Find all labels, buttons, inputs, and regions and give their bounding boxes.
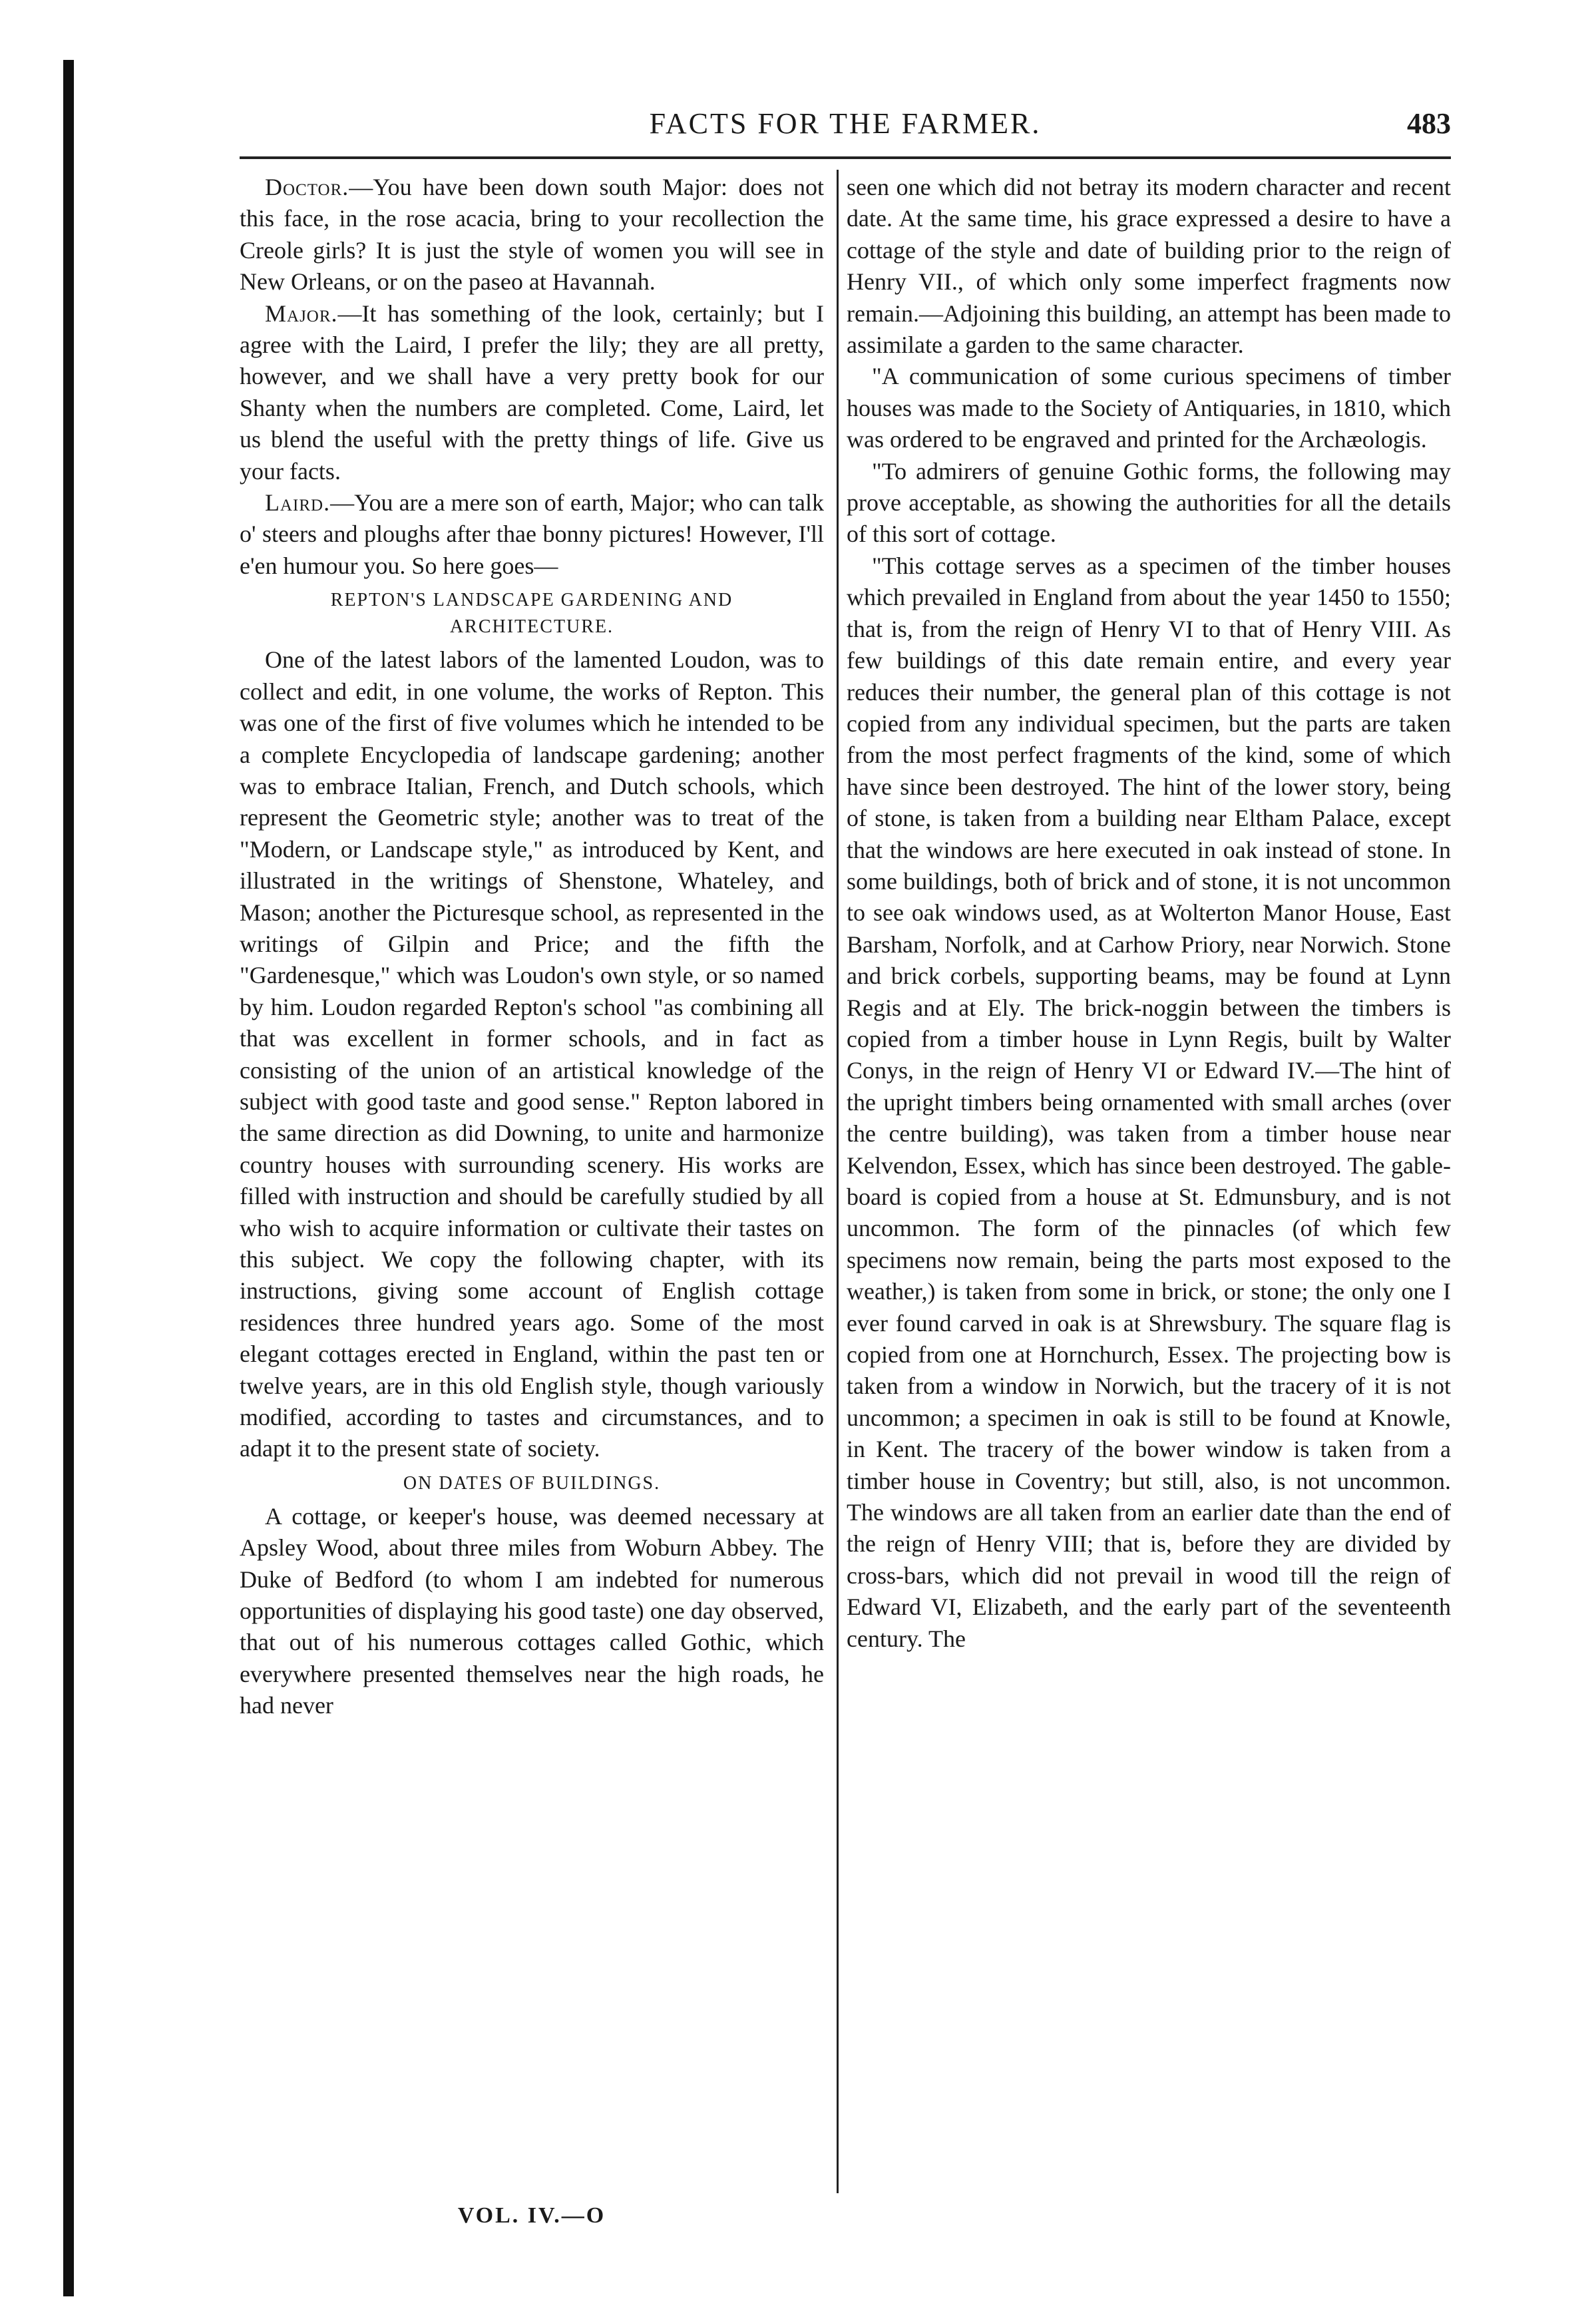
column-divider — [837, 170, 839, 2193]
page-number: 483 — [1407, 107, 1451, 140]
body-paragraph: A cottage, or keeper's house, was deemed necessary at Apsley Wood, about three miles from Woburn Abbey. The Duke of Bedford (to whom I am indebted for numerous opportunities of displaying his good taste) one day observed, that out of his numerous cottages called Gothic, which everywhere presented themselves near the high roads, he had never — [240, 1502, 824, 1719]
dialogue-paragraph-doctor — [240, 172, 824, 298]
body-paragraph: "To admirers of genuine Gothic forms, the following may prove acceptable, as showing the authorities for all the details of this sort of cottage. — [847, 457, 1451, 548]
body-paragraph: "This cottage serves as a specimen of the timber houses which prevailed in England from about the year 1450 to 1550; that is, from the reign of Henry VI to that of Henry VIII. As few buildings of this date remain entire, and every year reduces their number, the general plan of this cottage is not copied from any individual specimen, but the parts are taken from the most perfect fragments of the kind, some of which have since been destroyed. The hint of the lower story, being of stone, is taken from a building near Eltham Palace, except that the windows are here executed in oak instead of stone. In some buildings, both of brick and of stone, it is not uncommon to see oak windows used, as at Wolterton Manor House, East Barsham, Norfolk, and at Carhow Priory, near Norwich. Stone and brick corbels, supporting beams, may be found at Lynn Regis and at Ely. The brick-noggin between the timbers is copied from a timber house in Lynn Regis, built by Walter Conys, in the reign of Henry VI or Edward IV.—The hint of the upright timbers being ornamented with small arches (over the centre building), was taken from a timber house near Kelvendon, Essex, which has since been destroyed. The gable-board is copied from a house at St. Edmunsbury, and is not uncommon. The form of the pinnacles (of which few specimens now remain, being the parts most exposed to the weather,) is taken from some in brick, or stone; the only one I ever found carved in oak is at Shrewsbury. The square flag is copied from one at Hornchurch, Essex. The projecting bow is taken from a window in Norwich, but the tracery of it is not uncommon; a specimen in oak is still to be found at Knowle, in Kent. The tracery of the bower window is taken from a timber house in Coventry; but still, also, is not uncommon. The windows are all taken from an earlier date than the end of the reign of Henry VIII; that is, before they are divided by cross-bars, which did not prevail in wood till the reign of Edward VI, Elizabeth, and the early part of the seventeenth century. The — [847, 552, 1451, 1652]
speaker-name: Major. — [265, 300, 338, 327]
speaker-name: Laird. — [265, 489, 331, 517]
body-paragraph: seen one which did not betray its modern character and recent date. At the same time, his grace expressed a desire to have a cottage of the style and date of building prior to the reign of Henry VII., of which only some imperfect fragments now remain.—Adjoining this building, an attempt has been made to assimilate a garden to the same character. — [847, 174, 1451, 359]
body-paragraph: One of the latest labors of the lamented Loudon, was to collect and edit, in one volume, the works of Repton. This was one of the first of five volumes which he intended to be a complete Encyclopedia of landscape gardening; another was to embrace Italian, French, and Dutch schools, which represent the Geometric style; another was to treat of the "Modern, or Landscape style," as introduced by Kent, and illustrated in the writings of Shenstone, Whateley, and Mason; another the Picturesque school, as represented in the writings of Gilpin and Price; and the fifth the "Gardenesque," which was Loudon's own style, or so named by him. Loudon regarded Repton's school "as combining all that was excellent in former schools, and in fact as consisting of the union of an artistical knowledge of the subject with good taste and good sense." Repton labored in the same direction as did Downing, to unite and harmonize country houses with surrounding scenery. His works are filled with instruction and should be carefully studied by all who wish to acquire information or cultivate their tastes on this subject. We copy the following chapter, with its instructions, giving some account of English cottage residences three hundred years ago. Some of the most elegant cottages erected in England, within the past ten or twelve years, are in this old English style, though variously modified, according to tastes and circumstances, and to adapt it to the present state of society. — [240, 646, 824, 1462]
dialogue-text: —You are a mere son of earth, Major; who can talk o' steers and ploughs after thae bonny pictures! However, I'll e'en humour you. So here goes— — [240, 489, 824, 579]
running-head — [240, 106, 1451, 160]
dialogue-text: —You have been down south Major: does not this face, in the rose acacia, bring to your recollection the Creole girls? It is just the style of women you will see in New Orleans, or on the paseo at Havannah. — [240, 174, 824, 296]
dialogue-paragraph-laird — [240, 487, 824, 582]
section-heading-repton: REPTON'S LANDSCAPE GARDENING AND ARCHITECTURE. — [330, 590, 733, 638]
header-rule — [240, 156, 1451, 159]
volume-signature: VOL. IV.—O — [457, 2203, 606, 2228]
running-title: FACTS FOR THE FARMER. — [649, 107, 1042, 140]
left-column — [240, 172, 824, 2192]
dialogue-paragraph-major — [240, 298, 824, 487]
section-heading-dates: ON DATES OF BUILDINGS. — [403, 1472, 661, 1494]
body-paragraph: "A communication of some curious specimens of timber houses was made to the Society of Antiquaries, in 1810, which was ordered to be engraved and printed for the Archæologis. — [847, 363, 1451, 453]
speaker-name: Doctor. — [265, 174, 349, 200]
page-binding-edge — [63, 60, 74, 2296]
dialogue-text: —It has something of the look, certainly; but I agree with the Laird, I prefer the lily; they are all pretty, however, and we shall have a very pretty book for our Shanty when the numbers are completed. Come, Laird, let us blend the useful with the pretty things of life. Give us your facts. — [240, 300, 824, 485]
right-column — [847, 172, 1451, 2192]
